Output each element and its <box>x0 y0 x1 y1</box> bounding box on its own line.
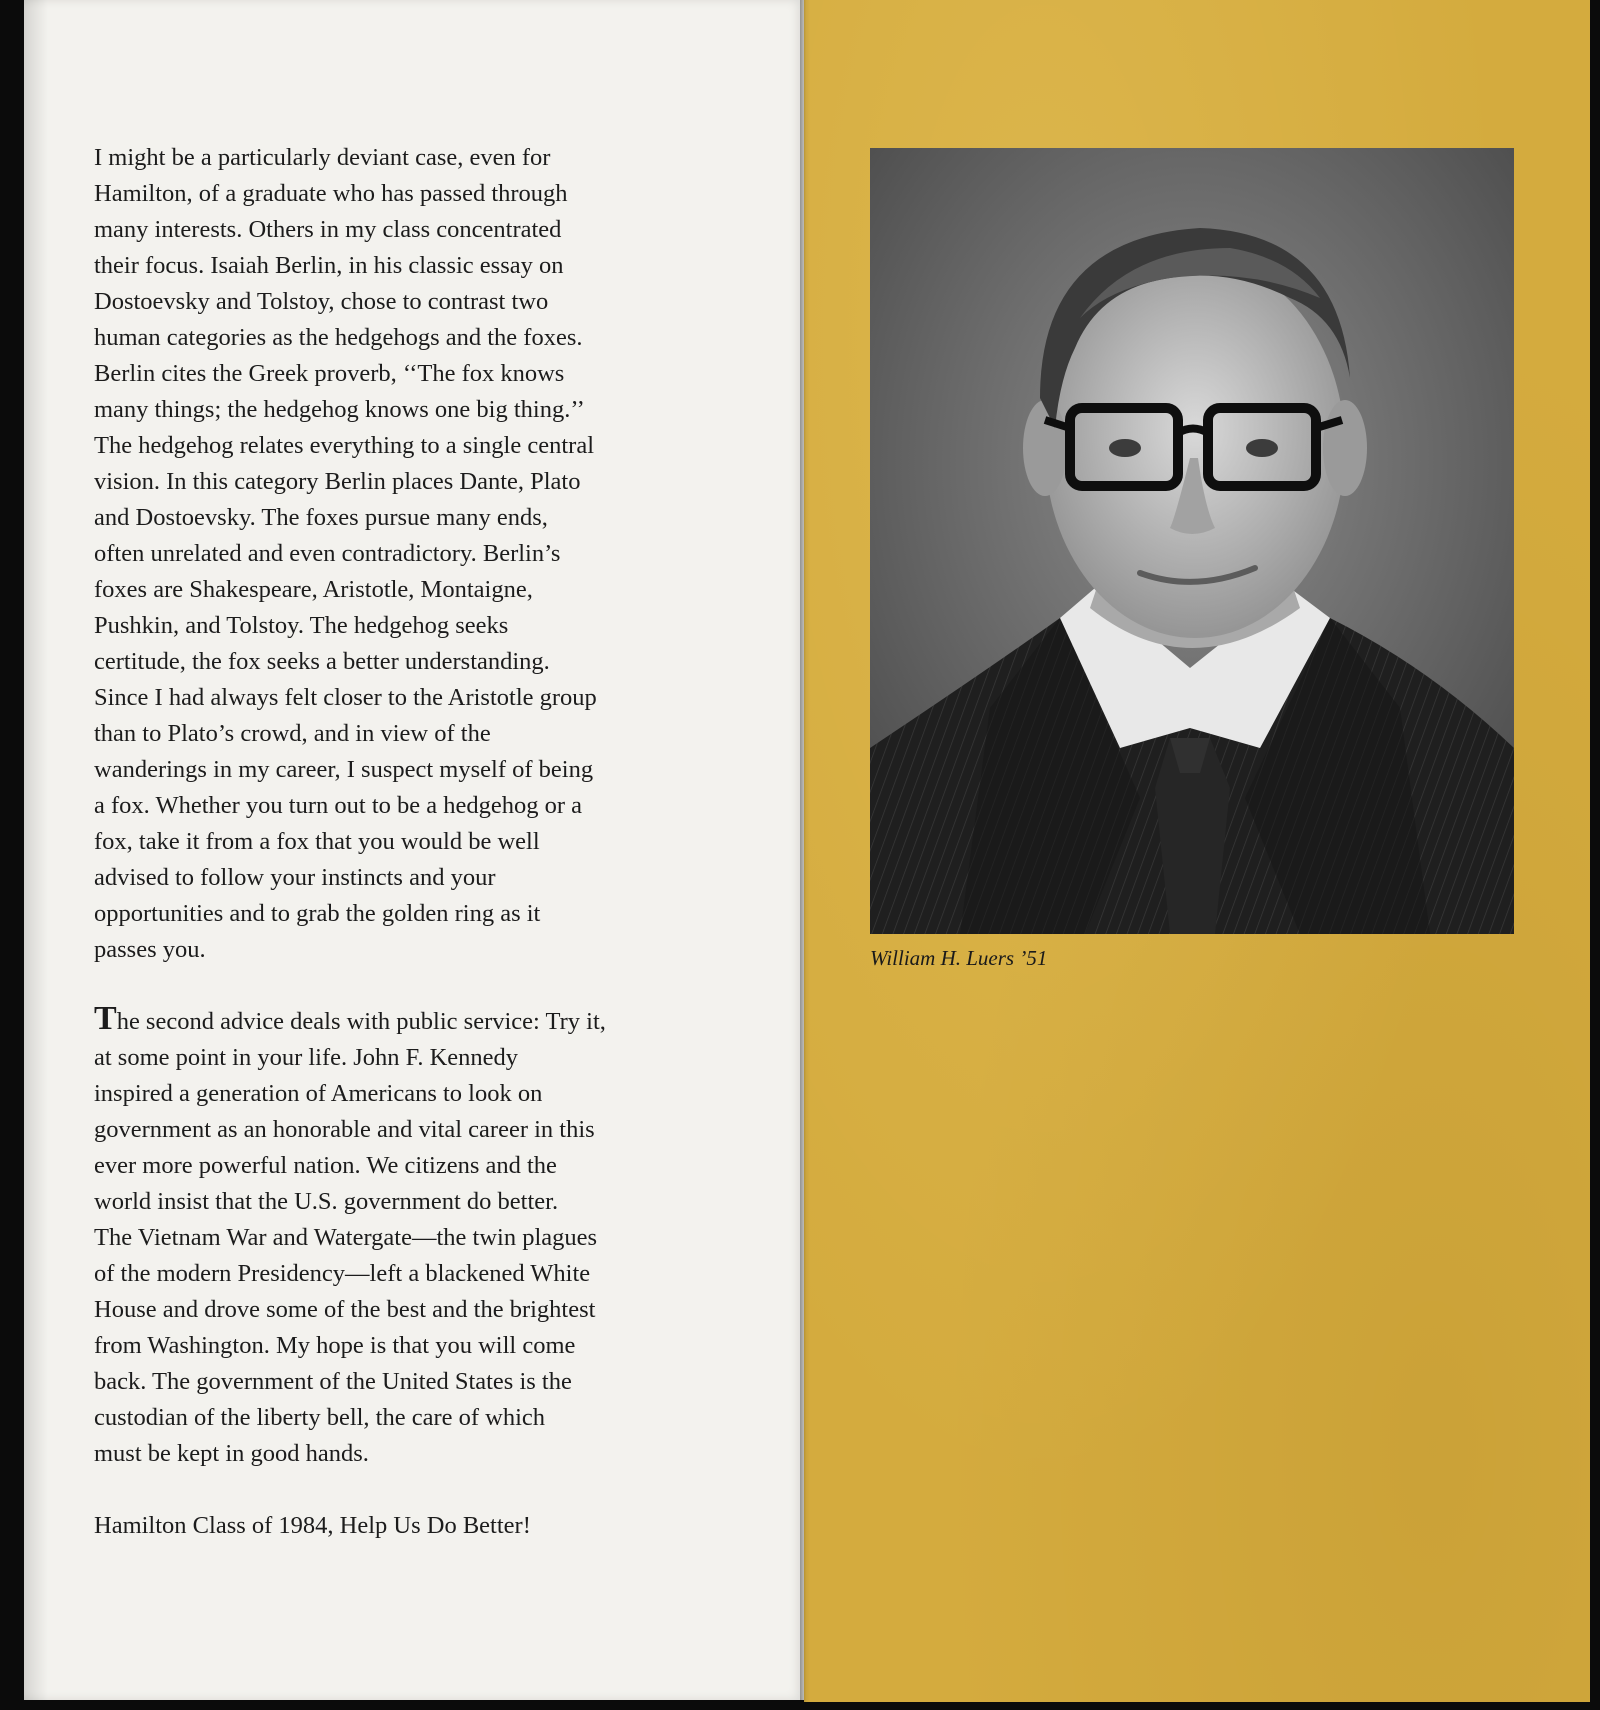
portrait-photo <box>870 148 1514 934</box>
paragraph-public-service <box>94 1000 734 1472</box>
portrait-illustration <box>870 148 1514 934</box>
paragraph-foxes-hedgehogs: I might be a particularly deviant case, even for Hamilton, of a graduate who has passed through many interests. Others in my class concentrated their focus. Isaiah Berlin, in his classic essay on Dostoevsky and Tolstoy, chose to contrast two human categories as the hedgehogs and the foxes. Berlin cites the Greek proverb, ‘‘The fox knows many things; the hedgehog knows one big thing.’’ The hedgehog relates everything to a single central vision. In this category Berlin places Dante, Plato and Dostoevsky. The foxes pursue many ends, often unrelated and even contradictory. Berlin’s foxes are Shakespeare, Aristotle, Montaigne, Pushkin, and Tolstoy. The hedgehog seeks certitude, the fox seeks a better understanding. Since I had always felt closer to the Aristotle group than to Plato’s crowd, and in view of the wanderings in my career, I suspect myself of being a fox. Whether you turn out to be a hedgehog or a fox, take it from a fox that you would be well advised to follow your instincts and your opportunities and to grab the golden ring as it passes you. <box>94 144 597 963</box>
center-gutter <box>800 0 810 1702</box>
paragraph-public-service-text: he second advice deals with public service: Try it, at some point in your life. John F. Kennedy inspired a generation of Americans to look on government as an honorable and vital career in this ever more powerful nation. We citizens and the world insist that the U.S. government do better. The Vietnam War and Watergate—the twin plagues of the modern Presidency—left a blackened White House and drove some of the best and the brightest from Washington. My hope is that you will come back. The government of the United States is the custodian of the liberty bell, the care of which must be kept in good hands. <box>94 1008 606 1467</box>
drop-cap-initial: T <box>94 1000 117 1037</box>
closing-line: Hamilton Class of 1984, Help Us Do Better! <box>94 1512 531 1539</box>
photo-caption: William H. Luers ’51 <box>870 946 1048 970</box>
article-body <box>94 140 734 1544</box>
